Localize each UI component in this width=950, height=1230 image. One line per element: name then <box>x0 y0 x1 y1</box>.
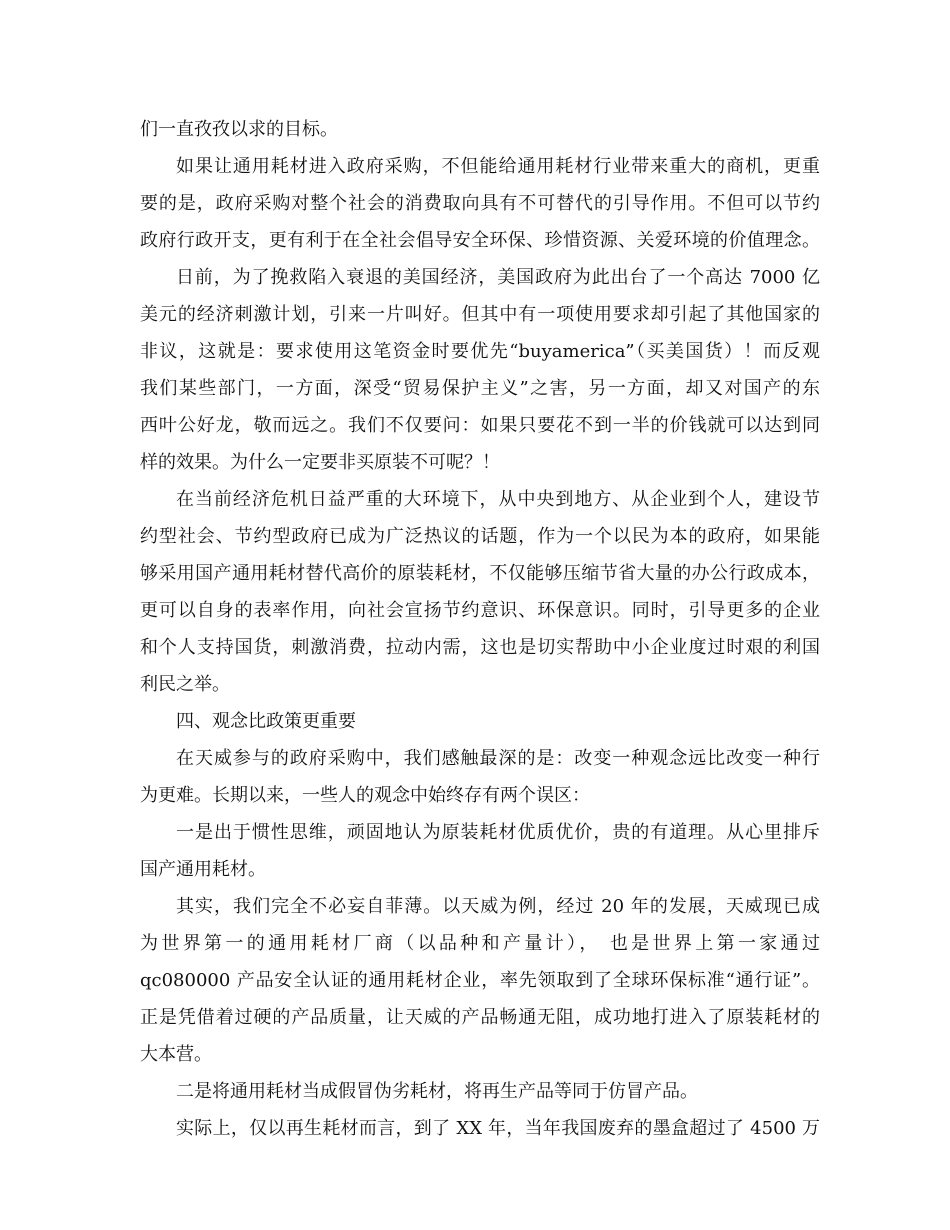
section-heading: 四、观念比政策更重要 <box>176 711 356 732</box>
text-line: 政府行政开支，更有利于在全社会倡导安全环保、珍惜资源、关爱环境的价值理念。 <box>140 230 820 251</box>
text-line: 日前，为了挽救陷入衰退的美国经济，美国政府为此出台了一个高达 7000 亿 <box>176 267 820 288</box>
text-line: 国产通用耗材。 <box>140 859 266 880</box>
text-line: 我们某些部门，一方面，深受“贸易保护主义”之害，另一方面，却又对国产的东 <box>140 378 820 399</box>
text-line: 更可以自身的表率作用，向社会宣扬节约意识、环保意识。同时，引导更多的企业 <box>140 600 820 621</box>
text-line: 要的是，政府采购对整个社会的消费取向具有不可替代的引导作用。不但可以节约 <box>140 193 820 214</box>
text-line: 二是将通用耗材当成假冒伪劣耗材，将再生产品等同于仿冒产品。 <box>176 1081 698 1102</box>
text-line: 如果让通用耗材进入政府采购，不但能给通用耗材行业带来重大的商机，更重 <box>176 156 820 177</box>
text-line: 约型社会、节约型政府已成为广泛热议的话题，作为一个以民为本的政府，如果能 <box>140 526 820 547</box>
text-line: 在天威参与的政府采购中，我们感触最深的是：改变一种观念远比改变一种行 <box>176 748 820 769</box>
text-line: 大本营。 <box>140 1044 212 1065</box>
text-line: 和个人支持国货，刺激消费，拉动内需，这也是切实帮助中小企业度过时艰的利国 <box>140 637 820 658</box>
text-line: 够采用国产通用耗材替代高价的原装耗材，不仅能够压缩节省大量的办公行政成本， <box>140 563 820 584</box>
text-line: 为世界第一的通用耗材厂商（以品种和产量计）， 也是世界上第一家通过 <box>140 933 820 954</box>
text-line: 西叶公好龙，敬而远之。我们不仅要问：如果只要花不到一半的价钱就可以达到同 <box>140 415 820 436</box>
text-line: qc080000 产品安全认证的通用耗材企业，率先领取到了全球环保标准“通行证”。 <box>140 970 820 991</box>
text-line: 一是出于惯性思维，顽固地认为原装耗材优质优价，贵的有道理。从心里排斥 <box>176 822 820 843</box>
text-line: 实际上，仅以再生耗材而言，到了 XX 年，当年我国废弃的墨盒超过了 4500 万 <box>176 1118 820 1139</box>
text-line: 在当前经济危机日益严重的大环境下，从中央到地方、从企业到个人，建设节 <box>176 489 820 510</box>
text-line: 其实，我们完全不必妄自菲薄。以天威为例，经过 20 年的发展，天威现已成 <box>176 896 820 917</box>
text-line: 正是凭借着过硬的产品质量，让天威的产品畅通无阻，成功地打进入了原装耗材的 <box>140 1007 820 1028</box>
text-line: 非议，这就是：要求使用这笔资金时要优先“buyamerica”（买美国货）！而反观 <box>140 341 820 362</box>
text-line: 为更难。长期以来，一些人的观念中始终存有两个误区： <box>140 785 590 806</box>
text-line: 样的效果。为什么一定要非买原装不可呢？！ <box>140 452 500 473</box>
text-line: 们一直孜孜以求的目标。 <box>140 119 338 140</box>
text-line: 美元的经济刺激计划，引来一片叫好。但其中有一项使用要求却引起了其他国家的 <box>140 304 820 325</box>
text-line: 利民之举。 <box>140 674 230 695</box>
